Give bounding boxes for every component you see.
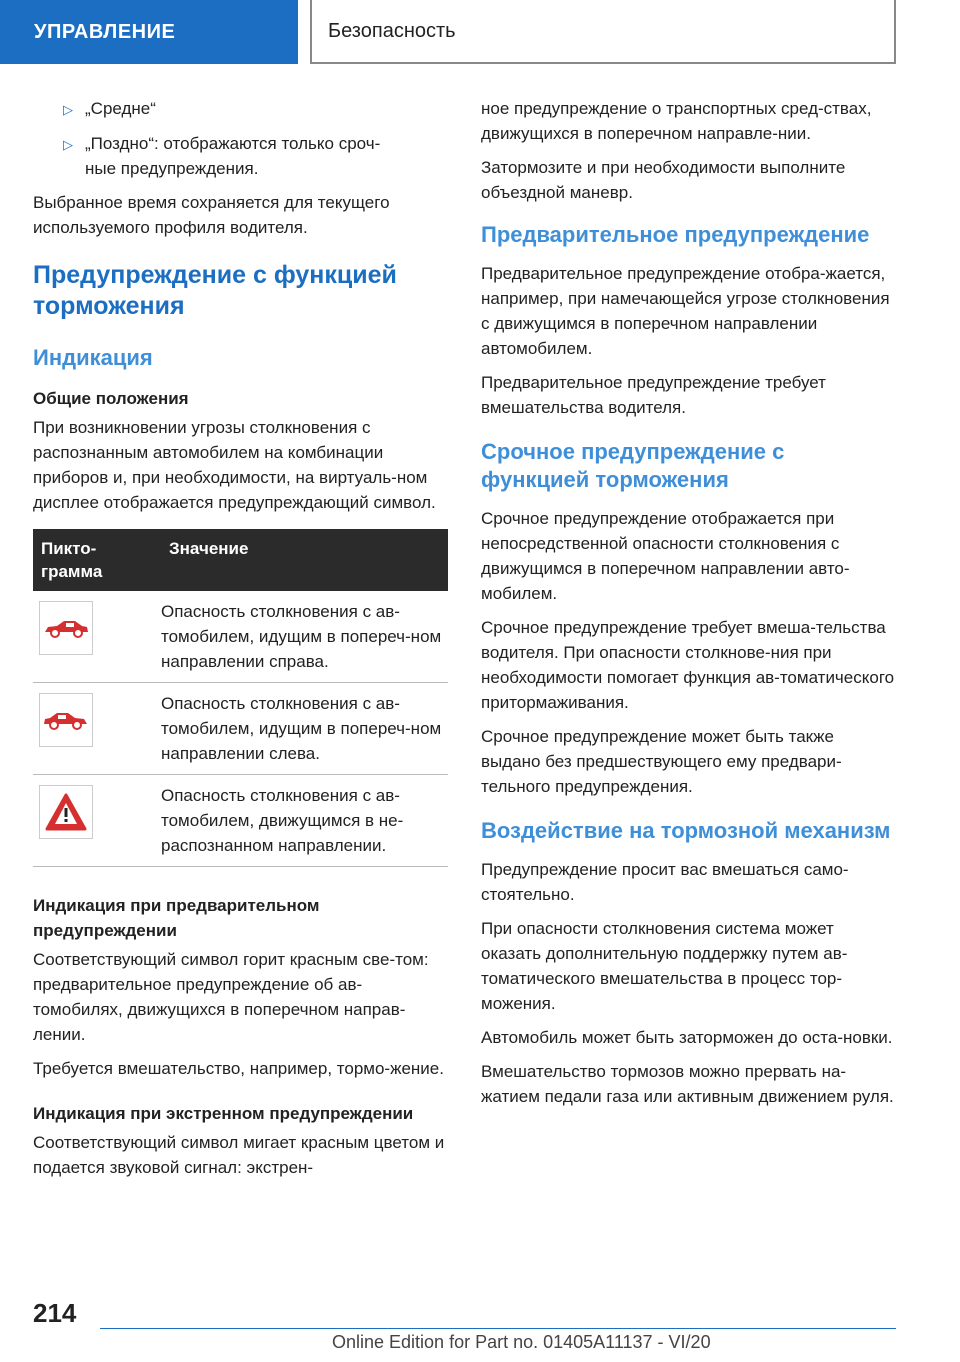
pre-warning-paragraph: Соответствующий символ горит красным све-том: предварительное предупреждение об ав-томобилях, движущихся в поперечном направ-лении. [33, 950, 429, 1044]
pre-warning-paragraph: Предварительное предупреждение требует вмешательства водителя. [481, 373, 826, 417]
table-cell-meaning: Опасность столкновения с ав-томобилем, движущимся в не-распознанном направлении. [161, 775, 448, 867]
subsection-heading: Индикация [33, 345, 153, 370]
brake-paragraph: При опасности столкновения система может оказать дополнительную поддержку путем ав-томатического вмешательства в процесс тор-можения. [481, 919, 848, 1013]
intro-paragraph: Выбранное время сохраняется для текущего используемого профиля водителя. [33, 193, 390, 237]
subsection-tab [310, 0, 896, 64]
urgent-paragraph: Срочное предупреждение может быть также выдано без предшествующего ему предвари-тельного предупреждения. [481, 727, 842, 796]
column-header-meaning: Значение [161, 529, 448, 591]
brake-paragraph: Вмешательство тормозов можно прервать на-жатием педали газа или активным движением руля. [481, 1062, 894, 1106]
brake-paragraph: Предупреждение просит вас вмешаться само-стоятельно. [481, 860, 849, 904]
urgent-warning-heading: Индикация при экстренном предупреждении [33, 1104, 414, 1123]
table-row [33, 591, 448, 683]
section-tab [0, 0, 298, 64]
edition-note: Online Edition for Part no. 01405A11137 - VI/20 [332, 1332, 711, 1352]
right-column [481, 96, 896, 1118]
continued-paragraph: ное предупреждение о транспортных сред-ствах, движущихся в поперечном направле-нии. [481, 99, 872, 143]
list-item [33, 131, 448, 181]
pre-warning-paragraph: Предварительное предупреждение отобра-жается, например, при намечающейся угрозе столкновения с движущимся в поперечном направлении автомобилем. [481, 264, 890, 358]
pre-warning-section-heading: Предварительное предупреждение [481, 222, 870, 247]
column-header-pictogram: Пикто-грамма [33, 529, 161, 591]
bullet-text: „Средне“ [85, 99, 156, 118]
footer-divider [100, 1328, 896, 1329]
urgent-paragraph: Срочное предупреждение отображается при непосредственной опасности столкновения с движущимся в поперечном направлении авто-мобилем. [481, 509, 850, 603]
subsection-title: Безопасность [328, 19, 456, 42]
bullet-text: „Поздно“: отображаются только сроч- ные предупреждения. [85, 134, 381, 178]
car-right-icon [39, 601, 93, 655]
table-header-row [33, 529, 448, 591]
list-item [33, 96, 448, 122]
table-cell-meaning: Опасность столкновения с ав-томобилем, идущим в попереч-ном направлении слева. [161, 683, 448, 775]
table-cell-meaning: Опасность столкновения с ав-томобилем, идущим в попереч-ном направлении справа. [161, 591, 448, 683]
table-row [33, 775, 448, 867]
car-left-icon [39, 693, 93, 747]
triangle-bullet-icon: ▷ [63, 102, 73, 117]
urgent-warning-paragraph: Соответствующий символ мигает красным цветом и подается звуковой сигнал: экстрен- [33, 1133, 445, 1177]
general-heading: Общие положения [33, 389, 189, 408]
urgent-paragraph: Срочное предупреждение требует вмеша-тельства водителя. При опасности столкнове-ния при необходимости помогает функция ав-томатического притормаживания. [481, 618, 895, 712]
urgent-warning-section-heading: Срочное предупреждение с функцией торможения [481, 439, 785, 492]
general-paragraph: При возникновении угрозы столкновения с распознанным автомобилем на комбинации приборов и, при необходимости, на виртуаль-ном дисплее отображается предупреждающий символ. [33, 418, 436, 512]
brake-intervention-heading: Воздействие на тормозной механизм [481, 818, 891, 843]
warning-triangle-icon [39, 785, 93, 839]
table-row [33, 683, 448, 775]
triangle-bullet-icon: ▷ [63, 137, 73, 152]
section-heading: Предупреждение с функцией торможения [33, 261, 397, 320]
pictogram-table [33, 529, 448, 867]
pre-warning-paragraph: Требуется вмешательство, например, тормо-жение. [33, 1059, 444, 1078]
brake-paragraph: Автомобиль может быть заторможен до оста-новки. [481, 1028, 893, 1047]
left-column [33, 96, 448, 1189]
pre-warning-heading: Индикация при предварительном предупреждении [33, 896, 320, 940]
section-title: УПРАВЛЕНИЕ [34, 20, 176, 43]
brake-paragraph: Затормозите и при необходимости выполните объездной маневр. [481, 158, 846, 202]
page-number: 214 [33, 1298, 77, 1328]
